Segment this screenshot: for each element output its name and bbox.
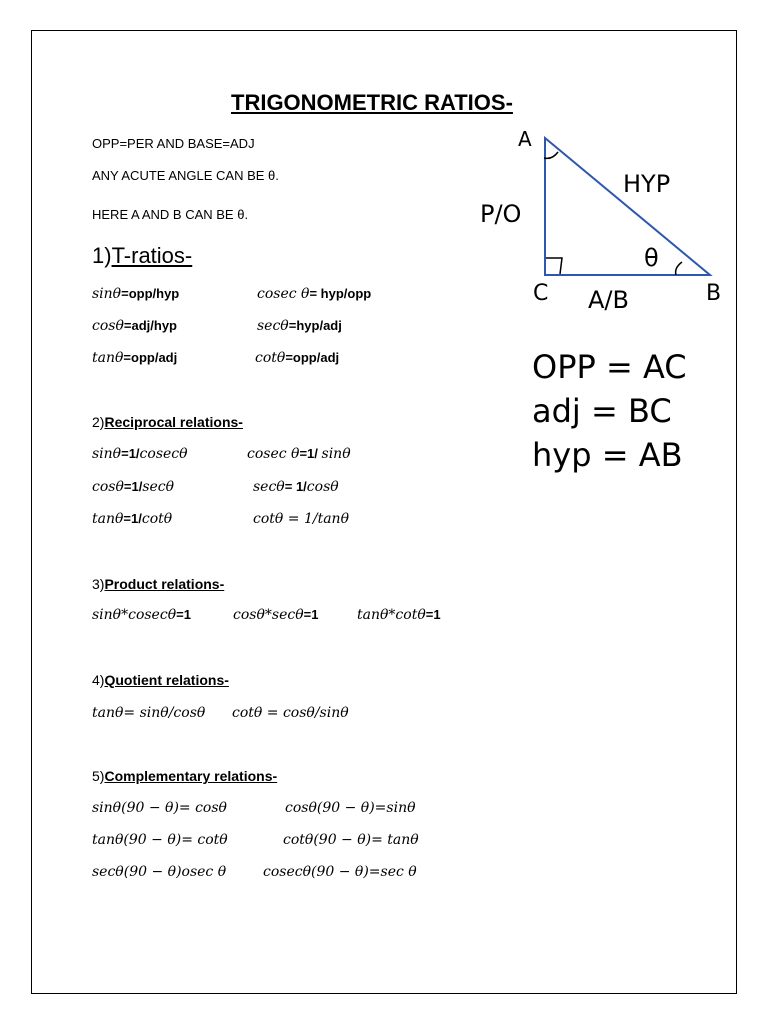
t-ratio-row-1-right [257,286,371,302]
angle-b-arc [676,262,682,275]
t-ratio-row-2-right [257,318,342,334]
complementary-row-2-left: tanθ(90 − θ)= cotθ [92,832,228,848]
eq: =1/ [121,446,140,461]
section-number: 3) [92,576,105,592]
fn: cosec θ [257,286,310,302]
vertex-b-label: B [706,281,722,306]
reciprocal-row-3-right: cotθ = 1/tanθ [253,511,349,527]
section-reciprocal-heading [92,414,243,430]
rest: = hyp/opp [309,286,372,301]
fn: secθ [257,318,289,334]
complementary-row-3-right: cosecθ(90 − θ)=sec θ [263,864,417,880]
intro-line-1: OPP=PER AND BASE=ADJ [92,136,255,151]
fn: cosθ [92,318,124,334]
eq: = 1/ [284,479,307,494]
side-po-label: P/O [480,200,522,228]
t-ratio-row-2-left [92,318,177,334]
section-number: 5) [92,768,105,784]
handwritten-adj: adj = BC [532,392,672,430]
section-title: T-ratios- [111,243,193,268]
side-hyp-label: HYP [623,170,671,198]
t-ratio-row-1-left [92,286,179,302]
rest: =hyp/adj [288,318,342,333]
fn: secθ [253,479,285,495]
reciprocal-row-3-left [92,511,172,527]
page-title: TRIGONOMETRIC RATIOS- [231,90,513,115]
eq: =1 [303,607,319,622]
rest: =opp/adj [123,350,178,365]
section-title: Reciprocal relations- [104,414,243,430]
t-ratio-row-3-left [92,350,177,366]
fn: cosθ [306,479,339,495]
section-title: Quotient relations- [104,672,229,688]
intro-line-3: HERE A AND B CAN BE θ. [92,207,249,222]
complementary-row-1-left: sinθ(90 − θ)= cosθ [92,800,227,816]
section-title: Complementary relations- [104,768,278,784]
eq: =1/ [123,479,143,494]
intro-line-2: ANY ACUTE ANGLE CAN BE θ. [92,168,279,183]
reciprocal-row-1-left [92,446,188,462]
t-ratio-row-3-right [255,350,339,366]
product-item-1 [92,607,191,623]
reciprocal-row-2-left [92,479,174,495]
eq: =1/ [123,511,142,526]
product-item-2 [233,607,318,623]
rest: =adj/hyp [123,318,177,333]
angle-a-arc [544,152,558,158]
triangle-shape [545,138,710,275]
angle-theta-label: θ [644,244,659,272]
handwritten-opp: OPP = AC [532,348,687,386]
fn: cotθ [255,350,286,366]
reciprocal-row-1-right [247,446,351,462]
vertex-a-label: A [518,127,532,151]
fn: sinθ [92,286,122,302]
section-number: 2) [92,414,105,430]
section-product-heading [92,576,224,592]
reciprocal-row-2-right [253,479,339,495]
quotient-line: tanθ= sinθ/cosθ cotθ = cosθ/sinθ [92,705,349,721]
complementary-row-1-right: cosθ(90 − θ)=sinθ [285,800,416,816]
product-item-3 [357,607,441,623]
fn: cosθ [92,479,124,495]
fn: cosec θ [247,446,300,462]
fn: tanθ [92,350,124,366]
fn: cotθ [141,511,173,527]
vertex-c-label: C [533,281,549,306]
fn: sinθ [321,446,351,462]
triangle-diagram [460,120,740,320]
expr: tanθ*cotθ [357,607,426,623]
side-ab-label: A/B [588,286,629,314]
fn: sinθ [92,446,122,462]
complementary-row-2-right: cotθ(90 − θ)= tanθ [283,832,419,848]
eq: =1 [425,607,441,622]
section-title: Product relations- [104,576,225,592]
section-number: 1) [92,243,112,268]
section-quotient-heading [92,672,229,688]
section-number: 4) [92,672,105,688]
expr: sinθ*cosecθ [92,607,177,623]
handwritten-hyp: hyp = AB [532,436,683,474]
fn: secθ [142,479,175,495]
section-complementary-heading [92,768,277,784]
expr: cosθ*secθ [233,607,304,623]
section-t-ratios-heading [92,243,192,269]
eq: =1/ [299,446,322,461]
rest: =opp/hyp [121,286,180,301]
fn: tanθ [92,511,124,527]
right-angle-mark [546,258,562,274]
fn: cosecθ [139,446,188,462]
rest: =opp/adj [285,350,340,365]
complementary-row-3-left: secθ(90 − θ)osec θ [92,864,227,880]
eq: =1 [176,607,191,622]
